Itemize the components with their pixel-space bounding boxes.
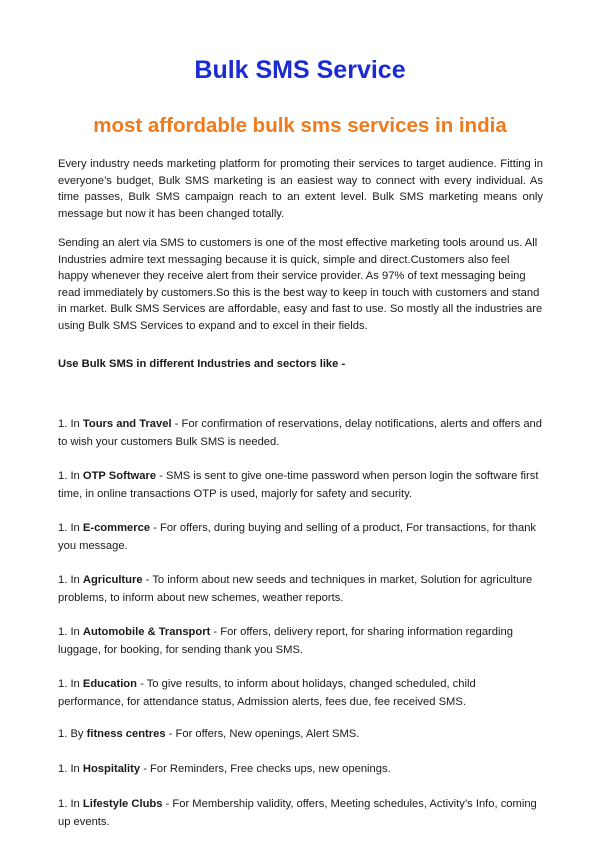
list-item: 1. In Automobile & Transport - For offers, delivery report, for sharing information regarding luggage, for booking, for sending thank you SMS.: [58, 626, 513, 656]
page-subtitle: most affordable bulk sms services in india: [93, 114, 507, 137]
list-item: 1. In Education - To give results, to inform about holidays, changed scheduled, child performance, for attendance status, Admission alerts, fees due, fee received SMS.: [58, 678, 476, 708]
list-item: 1. In Agriculture - To inform about new seeds and techniques in market, Solution for agriculture problems, to inform about new schemes, weather reports.: [58, 574, 533, 604]
list-item: 1. In Lifestyle Clubs - For Membership validity, offers, Meeting schedules, Activity’s Info, coming up events.: [58, 798, 537, 828]
section-heading: Use Bulk SMS in different Industries and sectors like -: [58, 358, 346, 370]
list-item: 1. In Hospitality - For Reminders, Free checks ups, new openings.: [58, 763, 391, 775]
intro-paragraph: Every industry needs marketing platform for promoting their services to target audience. Fitting in everyone’s budget, Bulk SMS marketing is an easiest way to connect with every individual. As time passes, Bulk SMS campaign reach to an extent level. Bulk SMS marketing means only message but now it has been changed totally.: [58, 158, 543, 220]
list-item: 1. In E-commerce - For offers, during buying and selling of a product, For transactions, for thank you message.: [58, 522, 537, 552]
alert-paragraph: Sending an alert via SMS to customers is one of the most effective marketing tools around us. All Industries admire text messaging because it is quick, simple and direct.Customers also feel happy whenever they receive alert from their service provider. As 97% of text messaging being read immediately by customers.So this is the best way to keep in touch with customers and stand in market. Bulk SMS Services are affordable, easy and fast to use. So mostly all the industries are using Bulk SMS Services to expand and to excel in their fields.: [58, 237, 543, 332]
list-item: 1. In Tours and Travel - For confirmation of reservations, delay notifications, alerts and offers and to wish your customers Bulk SMS is needed.: [58, 418, 542, 448]
list-item: 1. By fitness centres - For offers, New openings, Alert SMS.: [58, 728, 360, 740]
list-item: 1. In OTP Software - SMS is sent to give one-time password when person login the software first time, in online transactions OTP is used, majorly for safety and security.: [58, 470, 539, 500]
page-title: Bulk SMS Service: [194, 56, 406, 84]
